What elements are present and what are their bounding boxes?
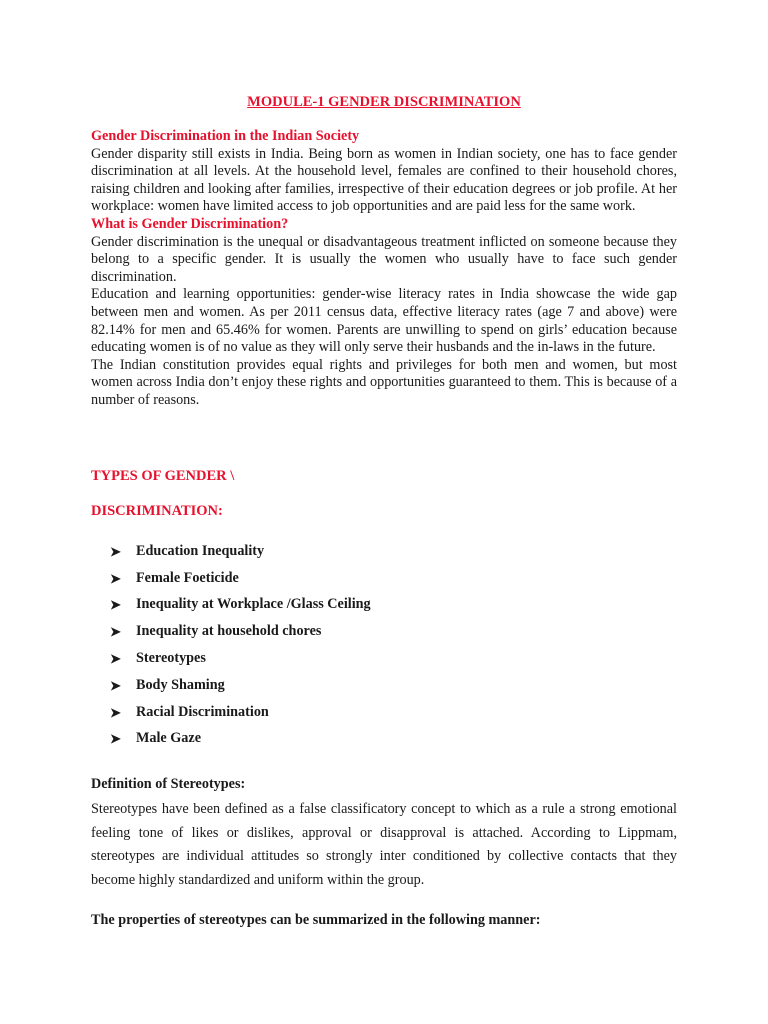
list-item <box>110 645 371 672</box>
paragraph-definition: Gender discrimination is the unequal or disadvantageous treatment inflicted on someone because they belong to a specific gender. It is usually the women who usually have to face such gender discrimination. <box>91 233 677 285</box>
section-heading-indian-society: Gender Discrimination in the Indian Society <box>91 128 360 144</box>
definition-heading: Definition of Stereotypes: <box>91 776 246 792</box>
list-item-label: Female Foeticide <box>136 569 239 586</box>
types-heading-line1: TYPES OF GENDER \ <box>91 468 235 484</box>
list-item <box>110 699 371 726</box>
types-heading-line2: DISCRIMINATION: <box>91 503 223 519</box>
right-arrowhead-icon: ➤ <box>110 731 121 747</box>
right-arrowhead-icon: ➤ <box>110 624 121 640</box>
right-arrowhead-icon: ➤ <box>110 704 121 720</box>
list-item <box>110 592 371 619</box>
paragraph-constitution: The Indian constitution provides equal rights and privileges for both men and women, but most women across India don’t enjoy these rights and opportunities guaranteed to them. This is because of a number of reasons. <box>91 356 677 408</box>
list-item-label: Inequality at Workplace /Glass Ceiling <box>136 596 371 613</box>
right-arrowhead-icon: ➤ <box>110 597 121 613</box>
list-item <box>110 538 371 565</box>
intro-section <box>91 128 677 410</box>
list-item <box>110 672 371 699</box>
types-list <box>110 538 371 752</box>
list-item <box>110 618 371 645</box>
list-item-label: Male Gaze <box>136 730 201 747</box>
right-arrowhead-icon: ➤ <box>110 543 121 559</box>
right-arrowhead-icon: ➤ <box>110 651 121 667</box>
properties-heading: The properties of stereotypes can be summarized in the following manner: <box>91 912 541 928</box>
right-arrowhead-icon: ➤ <box>110 677 121 693</box>
page-title: MODULE-1 GENDER DISCRIMINATION <box>247 94 521 110</box>
list-item-label: Education Inequality <box>136 542 265 559</box>
list-item-label: Inequality at household chores <box>136 623 322 640</box>
right-arrowhead-icon: ➤ <box>110 570 121 586</box>
list-item <box>110 565 371 592</box>
definition-paragraph: Stereotypes have been defined as a false classificatory concept to which as a rule a strong emotional feeling tone of likes or dislikes, approval or disapproval is attached. According to Lippmam, stereotypes are individual attitudes so strongly inter conditioned by collective contacts that they become highly standardized and uniform within the group. <box>91 801 677 888</box>
list-item-label: Stereotypes <box>136 650 206 667</box>
paragraph-education: Education and learning opportunities: gender-wise literacy rates in India showcase the wide gap between men and women. As per 2011 census data, effective literacy rates (age 7 and above) were 82.14% for men and 65.46% for women. Parents are unwilling to spend on girls’ education because educating women is of no value as they will only serve their husbands and the in-laws in the future. <box>91 286 677 356</box>
section-heading-what-is: What is Gender Discrimination? <box>91 215 289 232</box>
list-item-label: Body Shaming <box>136 676 225 693</box>
paragraph-gender-disparity: Gender disparity still exists in India. Being born as women in Indian society, one has to face gender discrimination at all levels. At the household level, females are confined to their household chores, raising children and looking after families, irrespective of their education degrees or job profile. At her workplace: women have limited access to job opportunities and are paid less for the same work. <box>91 145 677 215</box>
list-item <box>110 726 371 753</box>
list-item-label: Racial Discrimination <box>136 703 269 720</box>
